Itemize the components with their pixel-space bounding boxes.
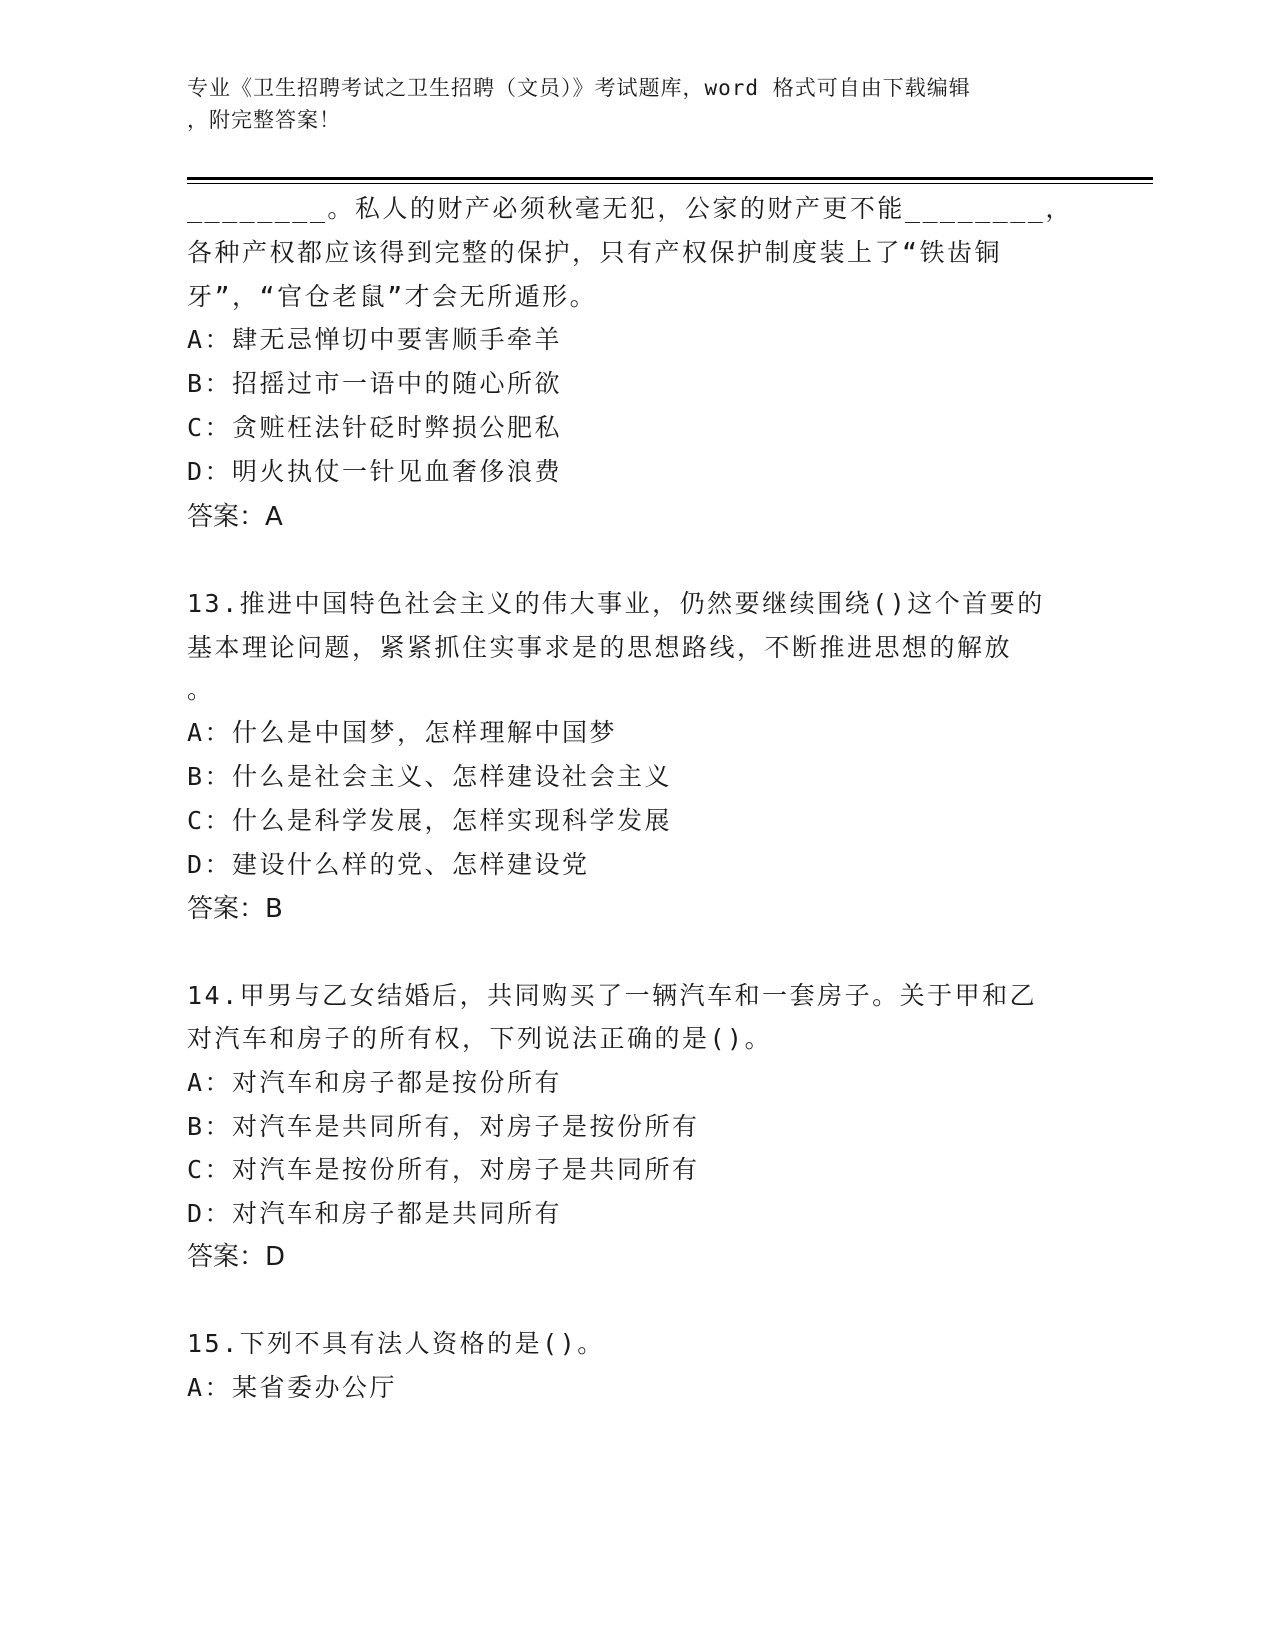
q14-option-c: C：对汽车是按份所有，对房子是共同所有: [187, 1155, 700, 1184]
header-divider-thin: [187, 183, 1153, 184]
q13-stem-line-2: 基本理论问题，紧紧抓住实事求是的思想路线，不断推进思想的解放: [187, 633, 1013, 662]
q14-option-b: B：对汽车是共同所有，对房子是按份所有: [187, 1112, 700, 1141]
q14-option-d: D：对汽车和房子都是共同所有: [187, 1199, 563, 1228]
q13-answer: 答案：B: [187, 894, 283, 924]
q12-option-d: D：明火执仗一针见血奢侈浪费: [187, 457, 563, 486]
header-divider-thick: [187, 177, 1153, 180]
q12-stem-line-2: 各种产权都应该得到完整的保护，只有产权保护制度装上了“铁齿铜: [187, 238, 1003, 267]
q13-option-b: B：什么是社会主义、怎样建设社会主义: [187, 762, 673, 791]
q12-stem-line-1: ________。私人的财产必须秋毫无犯，公家的财产更不能________，: [187, 194, 1073, 223]
q14-answer: 答案：D: [187, 1242, 286, 1272]
q12-option-a: A：肆无忌惮切中要害顺手牵羊: [187, 325, 563, 354]
q13-option-d: D：建设什么样的党、怎样建设党: [187, 850, 590, 879]
q13-option-a: A：什么是中国梦，怎样理解中国梦: [187, 718, 618, 747]
q13-option-c: C：什么是科学发展，怎样实现科学发展: [187, 806, 673, 835]
q14-stem-line-2: 对汽车和房子的所有权，下列说法正确的是()。: [187, 1024, 773, 1053]
q12-option-b: B：招摇过市一语中的随心所欲: [187, 369, 563, 398]
q12-option-c: C：贪赃枉法针砭时弊损公肥私: [187, 413, 563, 442]
q12-answer: 答案：A: [187, 502, 283, 532]
q12-stem-line-3: 牙”，“官仓老鼠”才会无所遁形。: [187, 282, 598, 311]
q15-option-a: A：某省委办公厅: [187, 1373, 398, 1402]
header-title-line-1: 专业《卫生招聘考试之卫生招聘（文员）》考试题库，word 格式可自由下载编辑: [187, 76, 971, 100]
q14-option-a: A：对汽车和房子都是按份所有: [187, 1068, 563, 1097]
q13-stem-line-3: 。: [187, 675, 215, 704]
q15-stem-line-1: 15.下列不具有法人资格的是()。: [187, 1329, 605, 1358]
q14-stem-line-1: 14.甲男与乙女结婚后，共同购买了一辆汽车和一套房子。关于甲和乙: [187, 981, 1038, 1010]
header-title-line-2: ，附完整答案！: [187, 108, 341, 132]
document-header: [187, 72, 1067, 136]
q13-stem-line-1: 13.推进中国特色社会主义的伟大事业，仍然要继续围绕()这个首要的: [187, 589, 1045, 618]
